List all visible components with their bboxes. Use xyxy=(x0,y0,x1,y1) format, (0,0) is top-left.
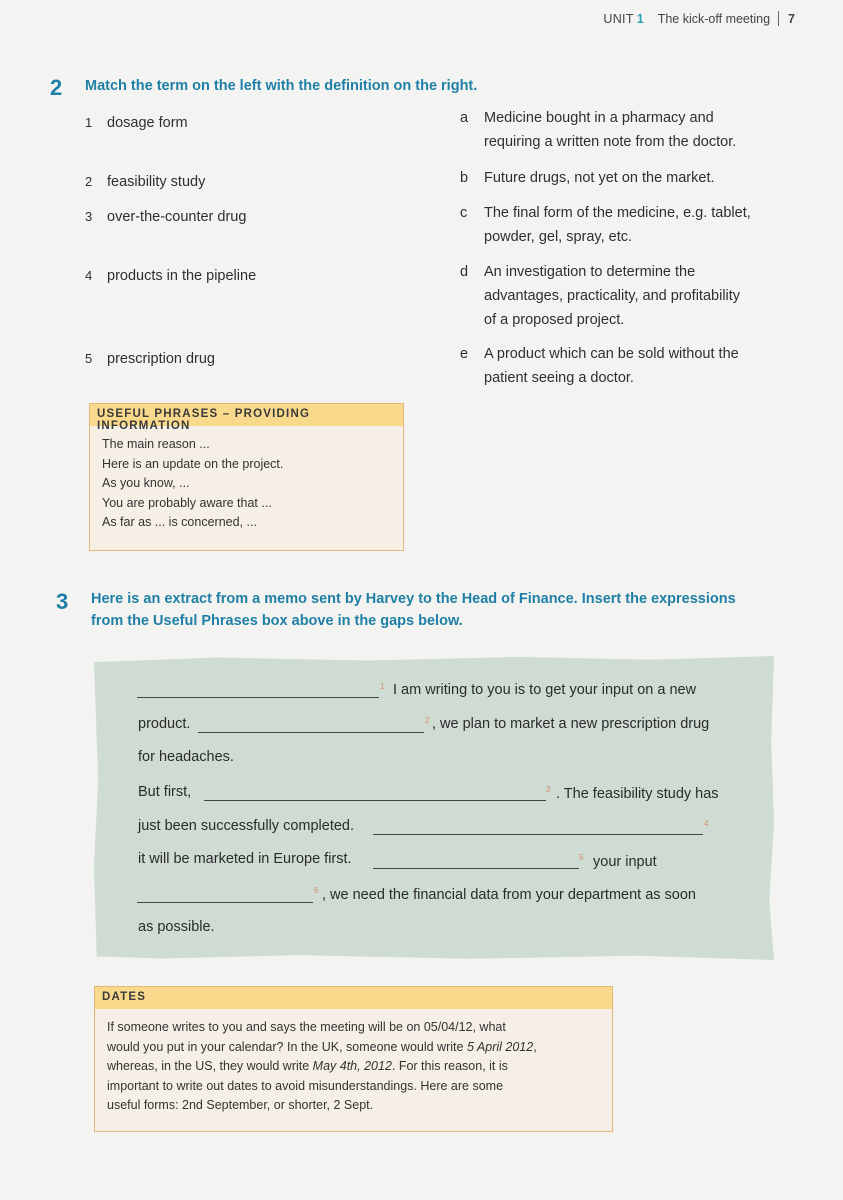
header-divider xyxy=(778,11,779,26)
memo-text: it will be marketed in Europe first. xyxy=(138,851,352,867)
phrase-item: The main reason ... xyxy=(102,437,210,451)
phrase-item: Here is an update on the project. xyxy=(102,456,284,471)
memo-text: . The feasibility study has xyxy=(556,786,719,802)
dates-body: If someone writes to you and says the meeting will be on 05/04/12, what would you put in your calendar? In the UK, someone would write 5 April 2012, whereas, in the US, they would write May 4th, 2012. For this reason, it is important to write out dates to avoid misunderstandings. Here are some useful forms: 2nd September, or shorter, 2 Sept. xyxy=(107,1020,537,1113)
gap-5-input[interactable] xyxy=(373,868,579,869)
memo-text: , we need the financial data from your department as soon xyxy=(322,887,696,903)
useful-phrases-list xyxy=(90,426,403,542)
exercise-3-instruction: Here is an extract from a memo sent by Harvey to the Head of Finance. Insert the expressions from the Useful Phrases box above in the gaps below. xyxy=(91,591,736,629)
term-item: 2 feasibility study xyxy=(85,174,206,190)
unit-number: 1 xyxy=(636,11,644,26)
phrase-item: As far as ... is concerned, ... xyxy=(102,515,257,530)
dates-heading: DATES xyxy=(95,987,612,1009)
page-number: 7 xyxy=(788,11,795,26)
memo-text: as possible. xyxy=(138,919,215,935)
term-item: 4 products in the pipeline xyxy=(85,268,257,284)
gap-3-number: 3 xyxy=(546,785,551,794)
gap-2-number: 2 xyxy=(425,716,430,725)
gap-5-number: 5 xyxy=(579,853,584,862)
useful-phrases-heading: USEFUL PHRASES – PROVIDING INFORMATION xyxy=(90,404,403,426)
memo-text: But first, xyxy=(138,784,192,800)
page-header xyxy=(603,11,795,26)
gap-3-input[interactable] xyxy=(204,800,546,801)
exercise-3-number: 3 xyxy=(56,589,69,614)
gap-2-input[interactable] xyxy=(198,732,424,733)
gap-4-input[interactable] xyxy=(373,834,703,835)
memo-text: product. xyxy=(138,716,191,732)
dates-box xyxy=(94,986,613,1132)
gap-6-number: 6 xyxy=(314,886,319,895)
phrase-item: As you know, ... xyxy=(102,476,190,491)
term-item: 5 prescription drug xyxy=(85,351,215,367)
memo-text: , we plan to market a new prescription drug xyxy=(432,716,710,732)
gap-6-input[interactable] xyxy=(137,902,313,903)
unit-title: The kick-off meeting xyxy=(657,11,771,26)
term-item: 1 dosage form xyxy=(85,115,188,131)
memo-text: I am writing to you is to get your input on a new xyxy=(393,682,697,698)
useful-phrases-box xyxy=(89,403,404,551)
memo-text: your input xyxy=(593,854,657,870)
exercise-2-number: 2 xyxy=(50,75,63,100)
phrase-item: You are probably aware that ... xyxy=(102,495,272,510)
gap-4-number: 4 xyxy=(704,819,709,828)
gap-1-input[interactable] xyxy=(137,697,379,698)
memo-text: for headaches. xyxy=(138,749,234,765)
memo-extract xyxy=(94,656,774,960)
gap-1-number: 1 xyxy=(380,682,385,691)
exercise-2-instruction: Match the term on the left with the definition on the right. xyxy=(85,78,478,94)
term-item: 3 over-the-counter drug xyxy=(85,209,247,225)
unit-label: UNIT xyxy=(603,11,634,26)
memo-text: just been successfully completed. xyxy=(138,818,354,834)
